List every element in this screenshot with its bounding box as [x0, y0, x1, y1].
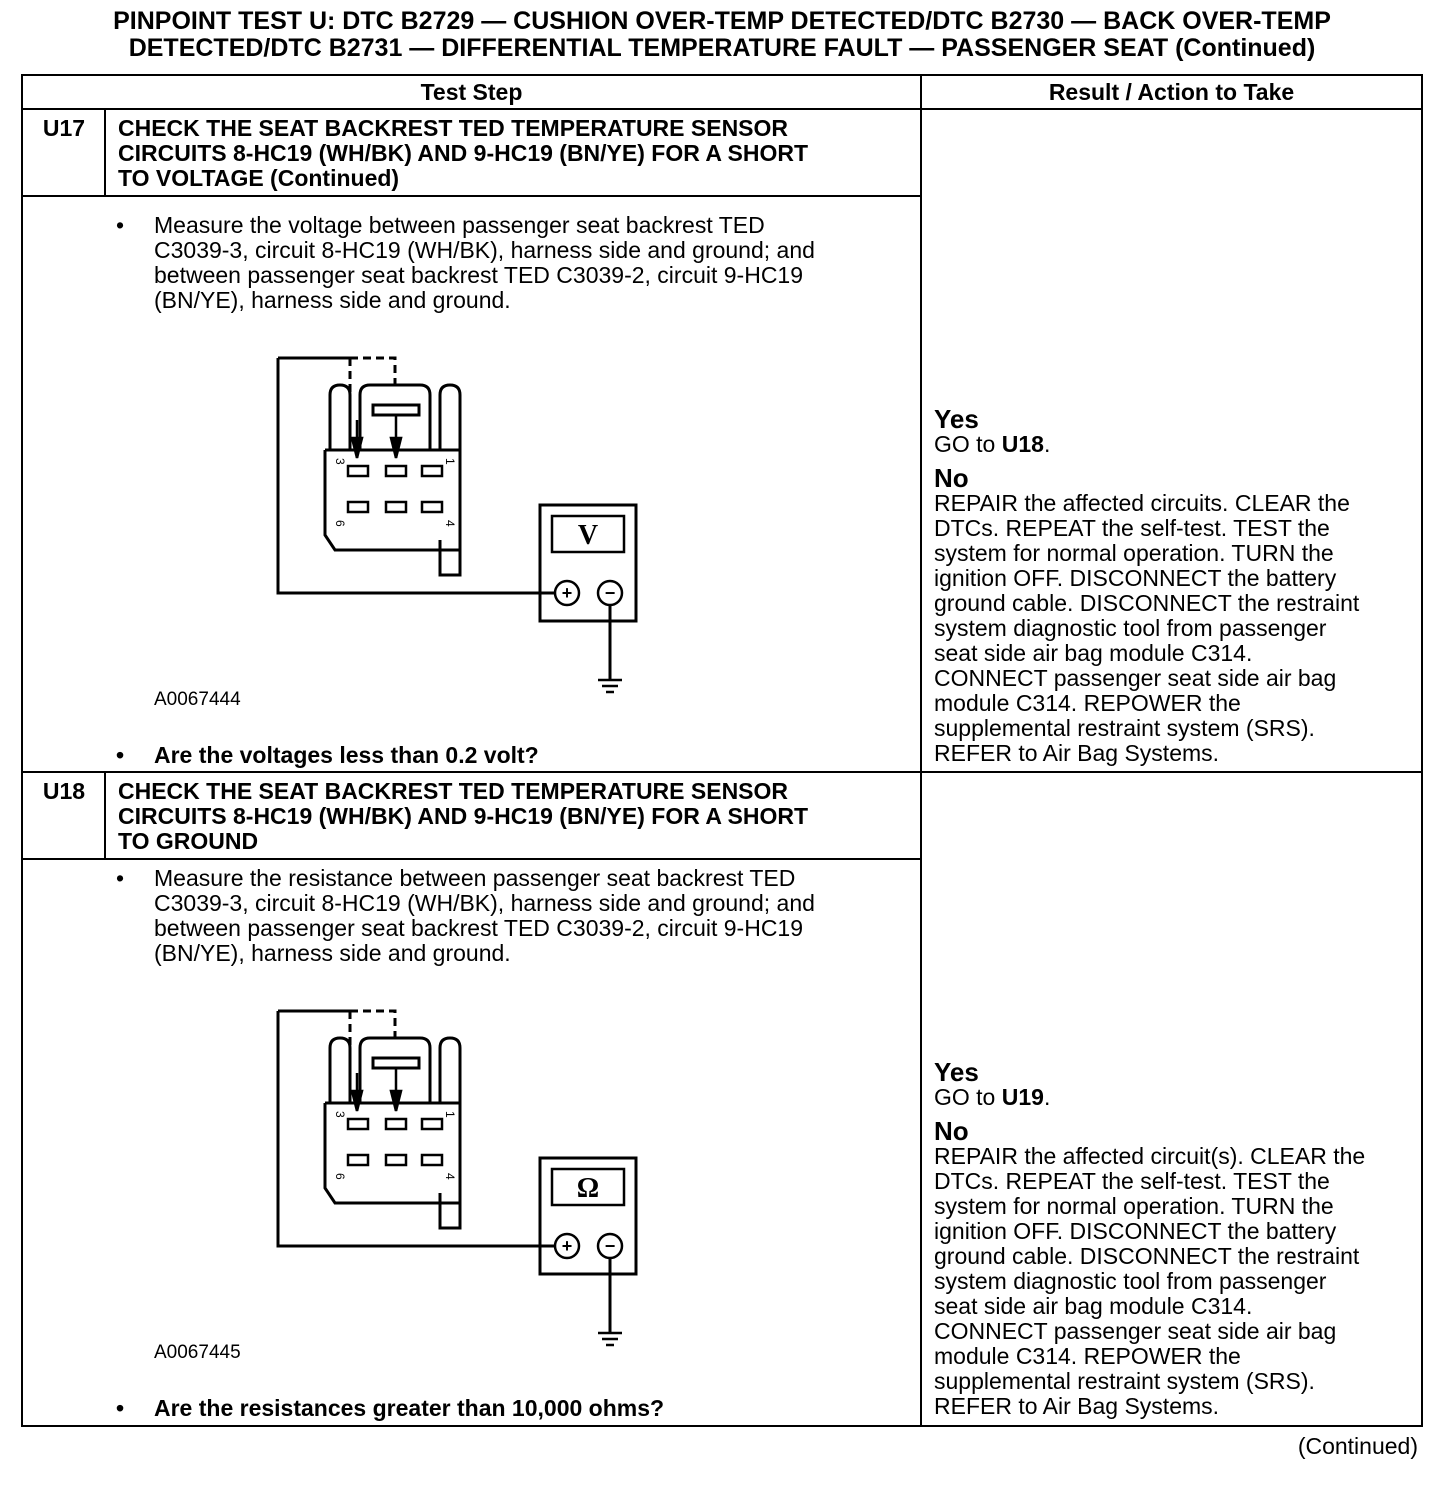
step-title-line: CHECK THE SEAT BACKREST TED TEMPERATURE SENSOR [118, 778, 789, 804]
terminal-cavity [386, 1155, 406, 1165]
pin-label: 4 [443, 520, 457, 527]
probe-tip [391, 438, 401, 458]
result-no-line: module C314. REPOWER the [934, 690, 1241, 716]
instruction-line: C3039-3, circuit 8-HC19 (WH/BK), harness side and ground; and [154, 890, 815, 916]
result-action [934, 1059, 1418, 1419]
result-yes-suffix: . [1043, 431, 1051, 457]
result-no-action [934, 1144, 1418, 1419]
row-divider [21, 771, 1423, 773]
page-title-line-1: PINPOINT TEST U: DTC B2729 — CUSHION OVER-TEMP DETECTED/DTC B2730 — BACK OVER-TEMP [113, 7, 1331, 35]
voltmeter-connector-diagram [270, 350, 660, 710]
probe-crossbar [373, 1058, 419, 1068]
meter-lead-wire [278, 358, 555, 593]
result-no-line: supplemental restraint system (SRS). [934, 1368, 1315, 1394]
step-title-line: CIRCUITS 8-HC19 (WH/BK) AND 9-HC19 (BN/YE) FOR A SHORT [118, 803, 809, 829]
figure-id: A0067444 [154, 689, 241, 710]
step-title-line: CIRCUITS 8-HC19 (WH/BK) AND 9-HC19 (BN/YE) FOR A SHORT [118, 140, 809, 166]
step-id-divider-u18 [104, 773, 106, 859]
pin-label: 3 [333, 458, 347, 465]
plus-sign: + [561, 1236, 573, 1256]
result-no-line: ignition OFF. DISCONNECT the battery [934, 1218, 1337, 1244]
result-no-line: DTCs. REPEAT the self-test. TEST the [934, 1168, 1330, 1194]
meter-symbol-ohms: Ω [576, 1173, 600, 1204]
step-title-divider-u17 [21, 195, 922, 197]
terminal-cavity [386, 1119, 406, 1129]
terminal-cavity [386, 502, 406, 512]
result-action [934, 406, 1418, 766]
instruction-line: between passenger seat backrest TED C3039-2, circuit 9-HC19 [154, 262, 804, 288]
step-instruction [116, 213, 906, 313]
bullet: • [116, 212, 125, 238]
question-text: Are the resistances greater than 10,000 ohms? [154, 1395, 665, 1421]
result-no-action [934, 491, 1418, 766]
result-no-line: ground cable. DISCONNECT the restraint [934, 1243, 1360, 1269]
bullet: • [116, 865, 125, 891]
pin-label: 3 [333, 1111, 347, 1118]
result-no-line: module C314. REPOWER the [934, 1343, 1241, 1369]
result-yes-label: Yes [934, 404, 979, 434]
terminal-cavity [422, 502, 442, 512]
connector-right-tab [440, 385, 460, 575]
pin-label: 1 [443, 1111, 457, 1118]
connector-left-tab [330, 1038, 350, 1103]
result-no-line: ground cable. DISCONNECT the restraint [934, 590, 1360, 616]
step-question [116, 1396, 906, 1421]
step-title-divider-u18 [21, 858, 922, 860]
step-id: U18 [42, 778, 86, 804]
result-no-line: DTCs. REPEAT the self-test. TEST the [934, 515, 1330, 541]
instruction-line: Measure the voltage between passenger seat backrest TED [154, 212, 765, 238]
question-text: Are the voltages less than 0.2 volt? [154, 742, 539, 768]
figure-id: A0067445 [154, 1342, 241, 1363]
result-yes-target: U18 [1001, 431, 1044, 457]
result-no-line: seat side air bag module C314. [934, 640, 1253, 666]
meter-lead-wire [278, 1011, 555, 1246]
result-no-line: REFER to Air Bag Systems. [934, 1393, 1220, 1419]
instruction-line: C3039-3, circuit 8-HC19 (WH/BK), harness side and ground; and [154, 237, 815, 263]
terminal-cavity [422, 1119, 442, 1129]
minus-sign: − [604, 583, 616, 603]
instruction-line: between passenger seat backrest TED C3039-2, circuit 9-HC19 [154, 915, 804, 941]
step-question [116, 743, 906, 768]
result-no-line: REFER to Air Bag Systems. [934, 740, 1220, 766]
result-no-label: No [934, 463, 969, 493]
result-yes-suffix: . [1043, 1084, 1051, 1110]
step-title [118, 779, 908, 854]
header-result-action: Result / Action to Take [1048, 79, 1295, 105]
step-instruction [116, 866, 906, 966]
step-id-divider-u17 [104, 110, 106, 196]
result-no-line: system for normal operation. TURN the [934, 540, 1334, 566]
result-no-line: seat side air bag module C314. [934, 1293, 1253, 1319]
probe-crossbar [373, 405, 419, 415]
terminal-cavity [348, 1155, 368, 1165]
terminal-cavity [348, 502, 368, 512]
page-title-line-2: DETECTED/DTC B2731 — DIFFERENTIAL TEMPERATURE FAULT — PASSENGER SEAT (Continued) [128, 34, 1316, 62]
result-yes-action [934, 1085, 1418, 1110]
result-yes-prefix: GO to [934, 1084, 1002, 1110]
instruction-line: (BN/YE), harness side and ground. [154, 287, 511, 313]
result-no-line: system for normal operation. TURN the [934, 1193, 1334, 1219]
result-no-line: system diagnostic tool from passenger [934, 1268, 1327, 1294]
probe-tip [391, 1091, 401, 1111]
continued-label: (Continued) [1297, 1433, 1418, 1459]
result-yes-target: U19 [1001, 1084, 1044, 1110]
result-no-line: REPAIR the affected circuit(s). CLEAR the [934, 1143, 1366, 1169]
result-no-line: CONNECT passenger seat side air bag [934, 1318, 1337, 1344]
result-yes-label: Yes [934, 1057, 979, 1087]
header-test-step: Test Step [420, 79, 523, 105]
plus-sign: + [561, 583, 573, 603]
result-no-line: supplemental restraint system (SRS). [934, 715, 1315, 741]
instruction-line: (BN/YE), harness side and ground. [154, 940, 511, 966]
pin-label: 1 [443, 458, 457, 465]
terminal-cavity [348, 1119, 368, 1129]
pin-label: 6 [333, 520, 347, 527]
probe-tip [352, 1091, 362, 1111]
connector-right-tab [440, 1038, 460, 1228]
result-no-line: REPAIR the affected circuits. CLEAR the [934, 490, 1350, 516]
header-divider [21, 108, 1423, 110]
result-no-line: CONNECT passenger seat side air bag [934, 665, 1337, 691]
step-title-line: TO VOLTAGE (Continued) [118, 165, 400, 191]
pin-label: 4 [443, 1173, 457, 1180]
probe-tip [352, 438, 362, 458]
result-no-line: system diagnostic tool from passenger [934, 615, 1327, 641]
meter-symbol-voltage: V [577, 520, 599, 551]
terminal-cavity [386, 466, 406, 476]
result-no-label: No [934, 1116, 969, 1146]
bullet: • [116, 1395, 125, 1421]
step-title-line: TO GROUND [118, 828, 259, 854]
step-title-line: CHECK THE SEAT BACKREST TED TEMPERATURE SENSOR [118, 115, 789, 141]
result-yes-action [934, 432, 1418, 457]
result-yes-prefix: GO to [934, 431, 1002, 457]
column-divider [920, 74, 922, 1427]
connector-left-tab [330, 385, 350, 450]
instruction-line: Measure the resistance between passenger seat backrest TED [154, 865, 796, 891]
result-no-line: ignition OFF. DISCONNECT the battery [934, 565, 1337, 591]
step-id: U17 [42, 115, 86, 141]
step-title [118, 116, 908, 191]
terminal-cavity [422, 1155, 442, 1165]
terminal-cavity [348, 466, 368, 476]
terminal-cavity [422, 466, 442, 476]
page-title [20, 8, 1424, 62]
minus-sign: − [604, 1236, 616, 1256]
ohmmeter-connector-diagram [270, 1003, 660, 1363]
bullet: • [116, 742, 125, 768]
pin-label: 6 [333, 1173, 347, 1180]
